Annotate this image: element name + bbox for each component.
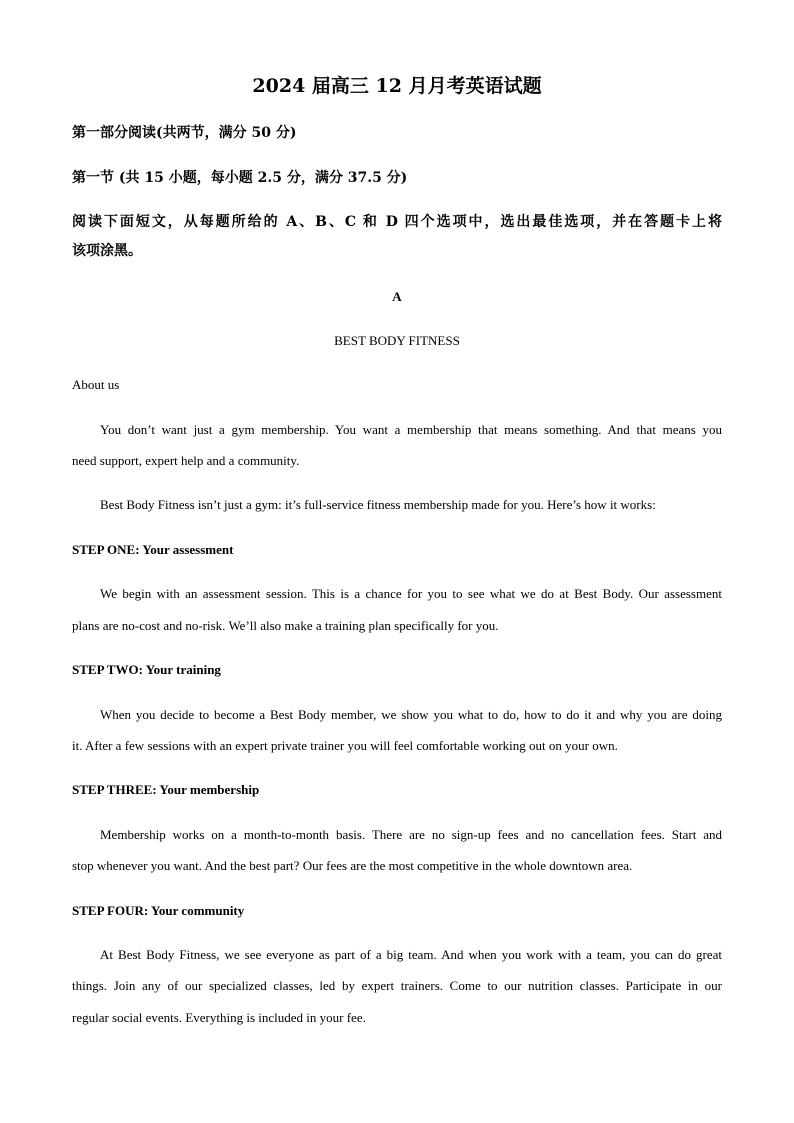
step-two-line-1: When you decide to become a Best Body member, we show you what to do, how to do it and why you are doing — [100, 707, 722, 722]
intro-paragraph-line-2: need support, expert help and a community. — [72, 453, 300, 468]
step-four-line-3: regular social events. Everything is included in your fee. — [72, 1010, 366, 1025]
step-one-line-2: plans are no-cost and no-risk. We’ll also make a training plan specifically for you. — [72, 618, 499, 633]
step-four-line-1: At Best Body Fitness, we see everyone as part of a big team. And when you work with a team, you can do great — [100, 947, 722, 962]
instructions-line-2: 该项涂黑。 — [72, 243, 142, 259]
intro-paragraph-2: Best Body Fitness isn’t just a gym: it’s full-service fitness membership made for you. Here’s how it works: — [100, 497, 656, 512]
section-heading: 第一节 (共 15 小题，每小题 2.5 分，满分 37.5 分) — [72, 170, 408, 186]
step-two-line-2: it. After a few sessions with an expert private trainer you will feel comfortable working out on your own. — [72, 738, 618, 753]
step-three-line-1: Membership works on a month-to-month basis. There are no sign-up fees and no cancellation fees. Start and — [100, 827, 722, 842]
step-three-title: STEP THREE: Your membership — [72, 782, 260, 797]
step-four-line-2: things. Join any of our specialized classes, led by expert trainers. Come to our nutrition classes. Participate in our — [72, 978, 722, 993]
passage-letter: A — [392, 289, 402, 304]
passage-heading: BEST BODY FITNESS — [334, 333, 460, 348]
instructions-line-1: 阅读下面短文，从每题所给的 A、B、C 和 D 四个选项中，选出最佳选项，并在答题卡上将 — [72, 214, 722, 230]
exam-title: 2024 届高三 12 月月考英语试题 — [252, 75, 542, 97]
part-heading: 第一部分阅读(共两节，满分 50 分) — [72, 125, 297, 141]
about-us-label: About us — [72, 377, 120, 392]
step-one-title: STEP ONE: Your assessment — [72, 542, 234, 557]
step-four-title: STEP FOUR: Your community — [72, 903, 245, 918]
step-three-line-2: stop whenever you want. And the best part? Our fees are the most competitive in the whole downtown area. — [72, 858, 633, 873]
intro-paragraph-line-1: You don’t want just a gym membership. You want a membership that means something. And that means you — [100, 422, 722, 437]
step-one-line-1: We begin with an assessment session. This is a chance for you to see what we do at Best Body. Our assessment — [100, 586, 722, 601]
step-two-title: STEP TWO: Your training — [72, 662, 221, 677]
